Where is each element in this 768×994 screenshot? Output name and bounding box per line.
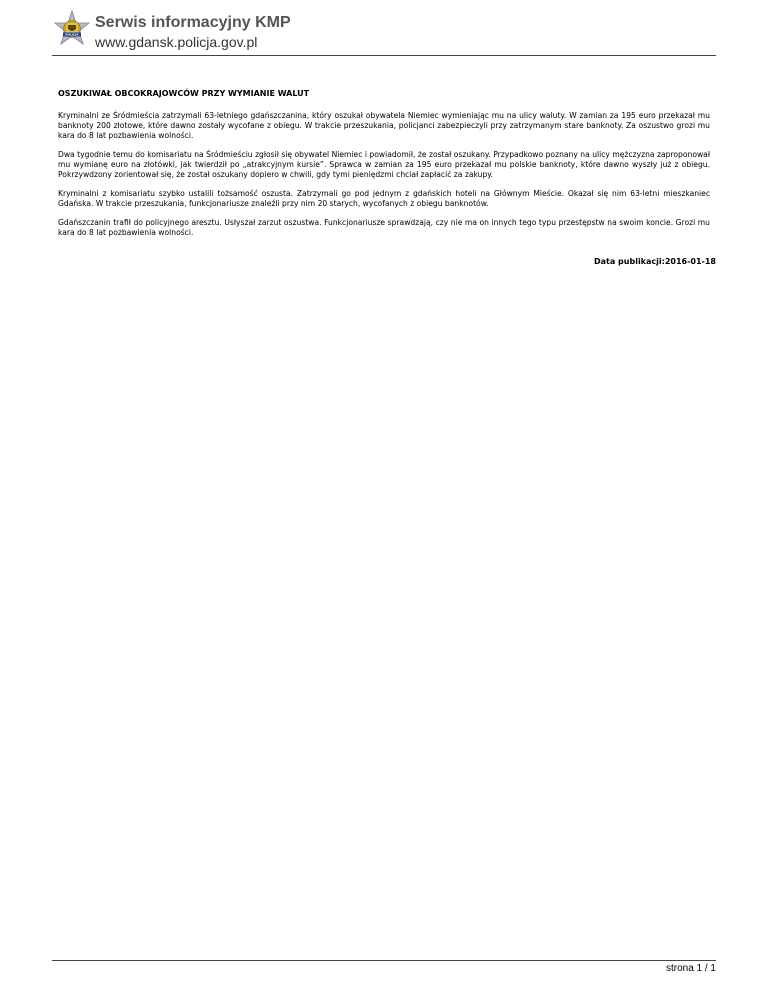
article xyxy=(58,89,710,247)
footer-divider xyxy=(52,960,716,961)
publication-date: Data publikacji:2016-01-18 xyxy=(594,257,716,266)
article-paragraph: Gdańszczanin trafił do policyjnego aresztu. Usłyszał zarzut oszustwa. Funkcjonariusze sprawdzają, czy nie ma on innych tego typu przestępstw na swoim koncie. Grozi mu kara do 8 lat pozbawienia wolności. xyxy=(58,218,710,237)
site-title: Serwis informacyjny KMP xyxy=(95,14,291,31)
article-title: OSZUKIWAŁ OBCOKRAJOWCÓW PRZY WYMIANIE WALUT xyxy=(58,89,310,98)
badge-text: POLICJA xyxy=(65,32,79,37)
article-paragraph: Kryminalni ze Śródmieścia zatrzymali 63-letniego gdańszczanina, który oszukał obywatela Niemiec wymieniając mu na ulicy waluty. W zamian za 195 euro przekazał mu banknoty 200 złotowe, które dawno zostały wycofane z obiegu. W trakcie przeszukania, policjanci zabezpieczyli przy zatrzymanym stare banknoty. Za oszustwo grozi mu kara do 8 lat pozbawienia wolności. xyxy=(58,111,710,140)
article-paragraph: Dwa tygodnie temu do komisariatu na Śródmieściu zgłosił się obywatel Niemiec i powiadomił, że został oszukany. Przypadkowo poznany na ulicy mężczyzna zaproponował mu wymianę euro na złotówki, jak twierdził po „atrakcyjnym kursie”. Sprawca w zamian za 195 euro przekazał mu polskie banknoty, które dawno wyszły już z obiegu. Pokrzywdzony zorientował się, że został oszukany dopiero w chwili, gdy tymi pieniędzmi chciał zapłacić za zakupy. xyxy=(58,150,710,179)
page-indicator: strona 1 / 1 xyxy=(665,963,716,974)
police-star-badge-icon xyxy=(52,10,92,50)
page-header xyxy=(52,10,716,54)
site-url: www.gdansk.policja.gov.pl xyxy=(95,34,258,50)
article-paragraph: Kryminalni z komisariatu szybko ustalili tożsamość oszusta. Zatrzymali go pod jednym z gdańskich hoteli na Głównym Mieście. Okazał się nim 63-letni mieszkaniec Gdańska. W trakcie przeszukania, funkcjonariusze znaleźli przy nim 20 starych, wycofanych z obiegu banknotów. xyxy=(58,189,710,208)
header-divider xyxy=(52,55,716,56)
